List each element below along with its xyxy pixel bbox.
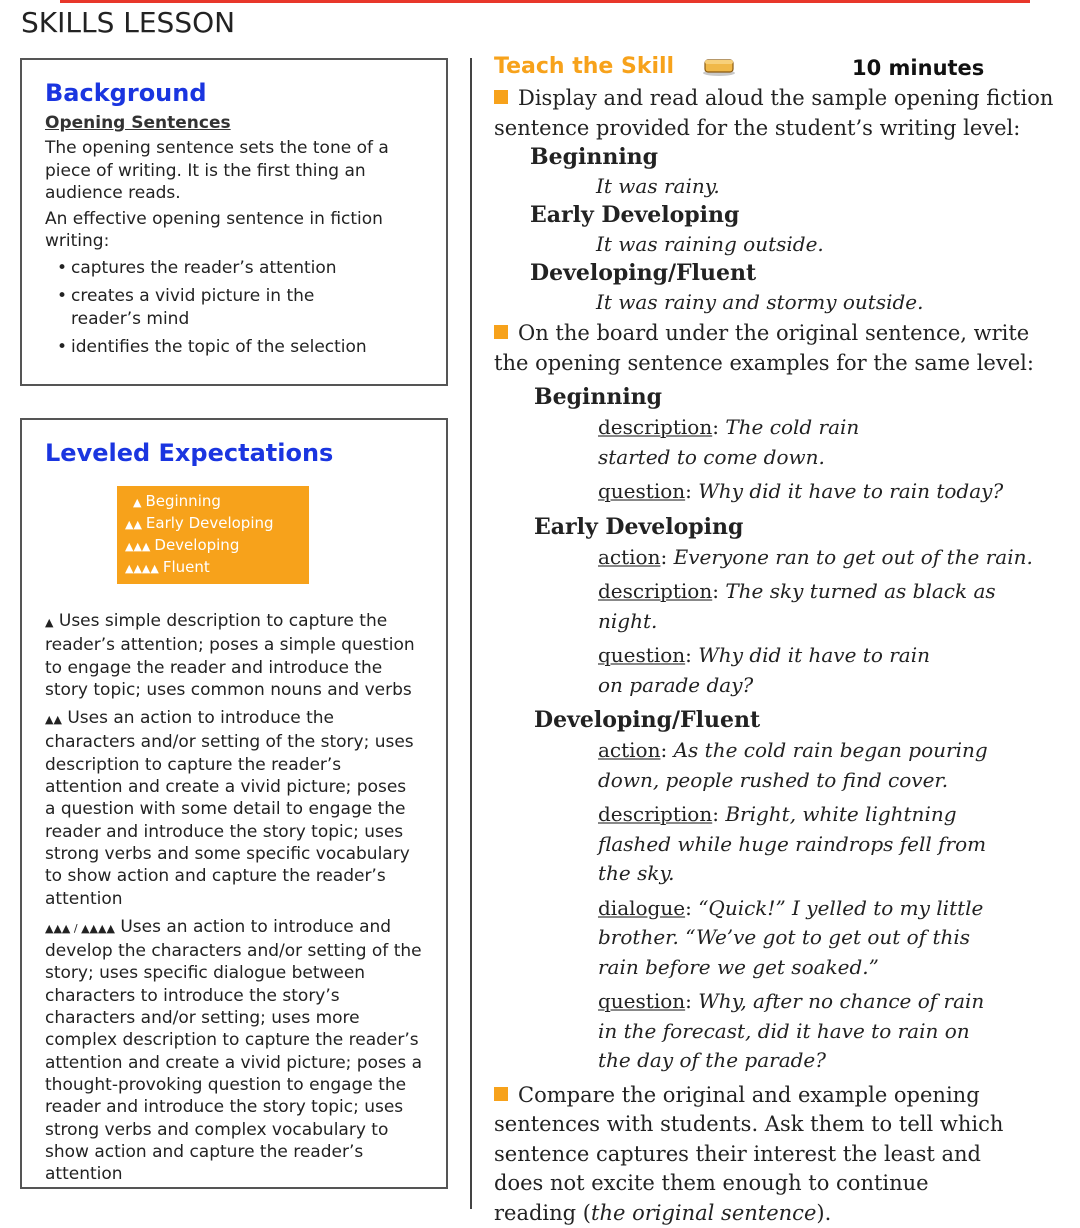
example-item: action: Everyone ran to get out of the rain. <box>598 543 1064 573</box>
leveled-title: Leveled Expectations <box>45 438 424 468</box>
background-paragraph: An effective opening sentence in fiction writing: <box>45 208 415 253</box>
example-item: action: As the cold rain began pouring down, people rushed to find cover. <box>598 736 1058 795</box>
orange-square-bullet-icon <box>494 1087 508 1101</box>
bullet-dot-icon: • <box>57 285 71 308</box>
bullet-item: • identifies the topic of the selection <box>57 336 424 359</box>
eraser-icon <box>702 58 736 76</box>
background-paragraph: The opening sentence sets the tone of a piece of writing. It is the first thing an audience reads. <box>45 137 395 205</box>
orange-square-bullet-icon <box>494 325 508 339</box>
step-3-answer: the original sentence <box>591 1201 816 1225</box>
background-box <box>20 58 448 386</box>
teach-header <box>494 52 1064 84</box>
page-title: SKILLS LESSON <box>21 6 235 39</box>
legend-row: ▲▲▲▲ Fluent <box>125 557 301 579</box>
example-item: description: Bright, white lightning flashed while huge raindrops fell from the sky. <box>598 800 1038 889</box>
sample-level: Early Developing <box>530 201 1064 230</box>
level-legend <box>117 486 309 584</box>
example-level: Beginning <box>534 382 1064 413</box>
step-3: Compare the original and example opening sentences with students. Ask them to tell which sentence captures their interest the least and does not excite them enough to continue reading (the original sentence). <box>494 1081 1014 1228</box>
sample-level: Developing/Fluent <box>530 259 1064 288</box>
legend-row: ▲▲▲ Developing <box>125 535 301 557</box>
background-text <box>45 137 424 253</box>
triangle-icon: ▲▲▲ <box>125 540 150 553</box>
teach-section <box>494 52 1064 1228</box>
example-item: question: Why did it have to rain today? <box>598 477 1064 507</box>
sample-level: Beginning <box>530 143 1064 172</box>
example-item: description: The cold rain started to come down. <box>598 413 958 472</box>
bullet-dot-icon: • <box>57 336 71 359</box>
bullet-item: • creates a vivid picture in the reader’s mind <box>57 285 331 330</box>
bullet-dot-icon: • <box>57 257 71 280</box>
triangle-icon: ▲ <box>45 616 53 629</box>
background-subtitle: Opening Sentences <box>45 112 424 134</box>
bullet-item: • captures the reader’s attention <box>57 257 424 280</box>
leveled-item: ▲▲▲ / ▲▲▲▲ Uses an action to introduce and develop the characters and/or setting of the story; uses specific dialogue between characters to introduce the story’s characters and/or setting; uses more complex description to capture the reader’s attention and create a vivid picture; poses a thought-provoking question to engage the reader and introduce the story topic; uses strong verbs and complex vocabulary to show action and capture the reader’s attention <box>45 916 423 1186</box>
triangle-icon: ▲▲▲ / ▲▲▲▲ <box>45 922 115 935</box>
sample-sentence: It was rainy. <box>596 172 1064 201</box>
legend-row: ▲ Beginning <box>125 491 301 513</box>
sample-sentence: It was rainy and stormy outside. <box>596 288 1064 317</box>
triangle-icon: ▲▲ <box>125 518 142 531</box>
triangle-icon: ▲▲▲▲ <box>125 562 159 575</box>
leveled-list <box>45 610 424 1185</box>
background-title: Background <box>45 78 424 108</box>
duration: 10 minutes <box>852 56 984 80</box>
example-level: Early Developing <box>534 512 1064 543</box>
example-item: dialogue: “Quick!” I yelled to my little brother. “We’ve got to get out of this rain before we get soaked.” <box>598 894 1018 983</box>
teach-title: Teach the Skill <box>494 54 674 79</box>
column-divider <box>470 58 472 1209</box>
example-item: description: The sky turned as black as night. <box>598 577 1064 636</box>
example-item: question: Why did it have to rain on parade day? <box>598 641 958 700</box>
triangle-icon: ▲ <box>133 496 141 509</box>
legend-row: ▲▲ Early Developing <box>125 513 301 535</box>
leveled-item: ▲▲ Uses an action to introduce the characters and/or setting of the story; uses description to capture the reader’s attention and create a vivid picture; poses a question with some detail to engage the reader and introduce the story topic; uses strong verbs and some specific vocabulary to show action and capture the reader’s attention <box>45 707 417 910</box>
top-accent-bar <box>60 0 1030 3</box>
background-bullets <box>45 257 424 359</box>
triangle-icon: ▲▲ <box>45 713 62 726</box>
leveled-item: ▲ Uses simple description to capture the reader’s attention; poses a simple question to engage the reader and introduce the story topic; uses common nouns and verbs <box>45 610 421 701</box>
step-1: Display and read aloud the sample opening fiction sentence provided for the student’s writing level: <box>494 84 1064 143</box>
sample-sentence: It was raining outside. <box>596 230 1064 259</box>
example-level: Developing/Fluent <box>534 705 1064 736</box>
step-2: On the board under the original sentence, write the opening sentence examples for the same level: <box>494 319 1064 378</box>
example-item: question: Why, after no chance of rain in the forecast, did it have to rain on the day of the parade? <box>598 987 1018 1076</box>
orange-square-bullet-icon <box>494 90 508 104</box>
leveled-expectations-box <box>20 418 448 1189</box>
